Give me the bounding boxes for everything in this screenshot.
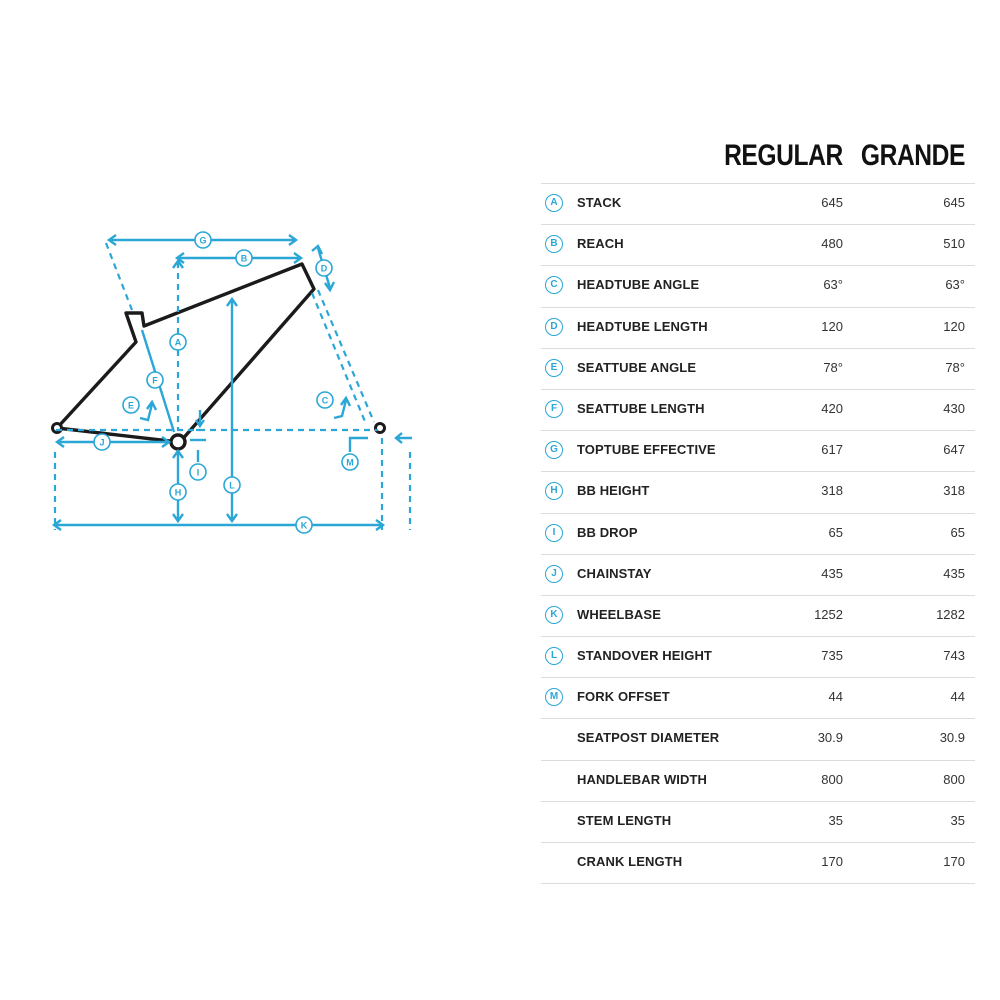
- badge-h-text: H: [174, 487, 182, 498]
- value-regular: 78°: [823, 359, 843, 375]
- table-header: [541, 135, 975, 184]
- badge-i-text: I: [196, 467, 200, 478]
- value-regular: 170: [821, 854, 843, 869]
- value-regular: 800: [821, 771, 843, 787]
- table-row: [541, 308, 975, 349]
- badge-b-text: B: [240, 253, 248, 264]
- row-badge: D: [545, 318, 563, 336]
- badge-a: [170, 334, 186, 350]
- badge-g-text: G: [199, 235, 207, 246]
- value-grande: 510: [943, 236, 965, 252]
- table-row: [541, 596, 975, 637]
- table-row: [541, 843, 975, 884]
- badge-m-text: M: [346, 457, 354, 468]
- badge-l: [224, 477, 240, 493]
- row-badge: C: [545, 276, 563, 294]
- row-label: HANDLEBAR WIDTH: [577, 771, 708, 787]
- badge-c-text: C: [321, 395, 329, 406]
- value-grande: 170: [943, 854, 965, 869]
- value-grande: 44: [950, 689, 965, 705]
- row-badge: A: [545, 194, 563, 212]
- table-body: [541, 184, 975, 884]
- row-label: CHAINSTAY: [577, 565, 652, 581]
- table-row: [541, 431, 975, 472]
- row-badge: K: [545, 606, 563, 624]
- row-badge: F: [545, 400, 563, 418]
- row-label: CRANK LENGTH: [577, 854, 683, 869]
- value-grande: 645: [943, 195, 965, 210]
- front-axle: [376, 424, 385, 433]
- badge-d: [316, 260, 332, 276]
- table-row: [541, 472, 975, 513]
- table-row: [541, 555, 975, 596]
- column-header-regular: REGULAR: [724, 139, 843, 172]
- value-regular: 30.9: [817, 730, 843, 746]
- bottom-bracket: [171, 435, 185, 449]
- row-label: BB DROP: [577, 524, 638, 540]
- value-grande: 1282: [936, 606, 965, 622]
- row-label: BB HEIGHT: [577, 483, 650, 499]
- bike-frame: [53, 264, 385, 449]
- row-label: SEATTUBE ANGLE: [577, 359, 697, 375]
- badge-a-text: A: [174, 337, 182, 348]
- badge-h: [170, 484, 186, 500]
- table-row: [541, 266, 975, 307]
- row-label: REACH: [577, 236, 624, 252]
- row-label: STACK: [577, 195, 622, 210]
- badge-j: [94, 434, 110, 450]
- value-grande: 743: [943, 648, 965, 664]
- badge-i: [190, 464, 206, 480]
- value-regular: 44: [828, 689, 843, 705]
- value-regular: 120: [821, 318, 843, 334]
- value-regular: 35: [828, 812, 843, 828]
- row-label: SEATPOST DIAMETER: [577, 730, 720, 746]
- badge-j-text: J: [99, 437, 105, 448]
- value-grande: 120: [943, 318, 965, 334]
- table-row: [541, 678, 975, 719]
- row-label: FORK OFFSET: [577, 689, 670, 705]
- row-label: HEADTUBE LENGTH: [577, 318, 708, 334]
- table-row: [541, 349, 975, 390]
- badge-c: [317, 392, 333, 408]
- row-label: TOPTUBE EFFECTIVE: [577, 442, 716, 458]
- row-badge: E: [545, 359, 563, 377]
- value-grande: 800: [943, 771, 965, 787]
- table-row: [541, 184, 975, 225]
- value-regular: 420: [821, 400, 843, 416]
- row-label: STEM LENGTH: [577, 812, 672, 828]
- rear-axle: [53, 424, 62, 433]
- table-row: [541, 719, 975, 760]
- badge-e-text: E: [127, 400, 135, 411]
- table-row: [541, 514, 975, 555]
- row-badge: L: [545, 647, 563, 665]
- value-grande: 647: [943, 442, 965, 458]
- badge-b: [236, 250, 252, 266]
- table-row: [541, 761, 975, 802]
- value-grande: 435: [943, 565, 965, 581]
- badge-e: [123, 397, 139, 413]
- badge-f: [147, 372, 163, 388]
- value-regular: 480: [821, 236, 843, 252]
- value-regular: 65: [828, 524, 843, 540]
- table-row: [541, 225, 975, 266]
- badge-k-text: K: [300, 520, 308, 531]
- badge-f-text: F: [152, 375, 158, 386]
- value-regular: 735: [821, 648, 843, 664]
- value-grande: 78°: [945, 359, 965, 375]
- value-grande: 318: [943, 483, 965, 499]
- badge-l-text: L: [229, 480, 235, 491]
- row-badge: J: [545, 565, 563, 583]
- value-regular: 645: [821, 195, 843, 210]
- row-label: SEATTUBE LENGTH: [577, 400, 705, 416]
- value-grande: 30.9: [939, 730, 965, 746]
- table-row: [541, 802, 975, 843]
- table-row: [541, 390, 975, 431]
- badge-m: [342, 454, 358, 470]
- value-grande: 430: [943, 400, 965, 416]
- table-row: [541, 637, 975, 678]
- row-badge: M: [545, 688, 563, 706]
- badge-g: [195, 232, 211, 248]
- geometry-table: [541, 135, 975, 884]
- row-badge: G: [545, 441, 563, 459]
- row-label: WHEELBASE: [577, 606, 661, 622]
- row-badge: H: [545, 482, 563, 500]
- value-grande: 65: [950, 524, 965, 540]
- value-regular: 1252: [814, 606, 843, 622]
- row-badge: B: [545, 235, 563, 253]
- column-header-grande: GRANDE: [860, 139, 965, 172]
- value-regular: 318: [821, 483, 843, 499]
- row-label: HEADTUBE ANGLE: [577, 277, 700, 293]
- value-regular: 435: [821, 565, 843, 581]
- row-label: STANDOVER HEIGHT: [577, 648, 712, 664]
- value-regular: 617: [821, 442, 843, 458]
- badge-k: [296, 517, 312, 533]
- value-grande: 63°: [945, 277, 965, 293]
- badge-d-text: D: [320, 263, 328, 274]
- value-grande: 35: [950, 812, 965, 828]
- row-badge: I: [545, 524, 563, 542]
- value-regular: 63°: [823, 277, 843, 293]
